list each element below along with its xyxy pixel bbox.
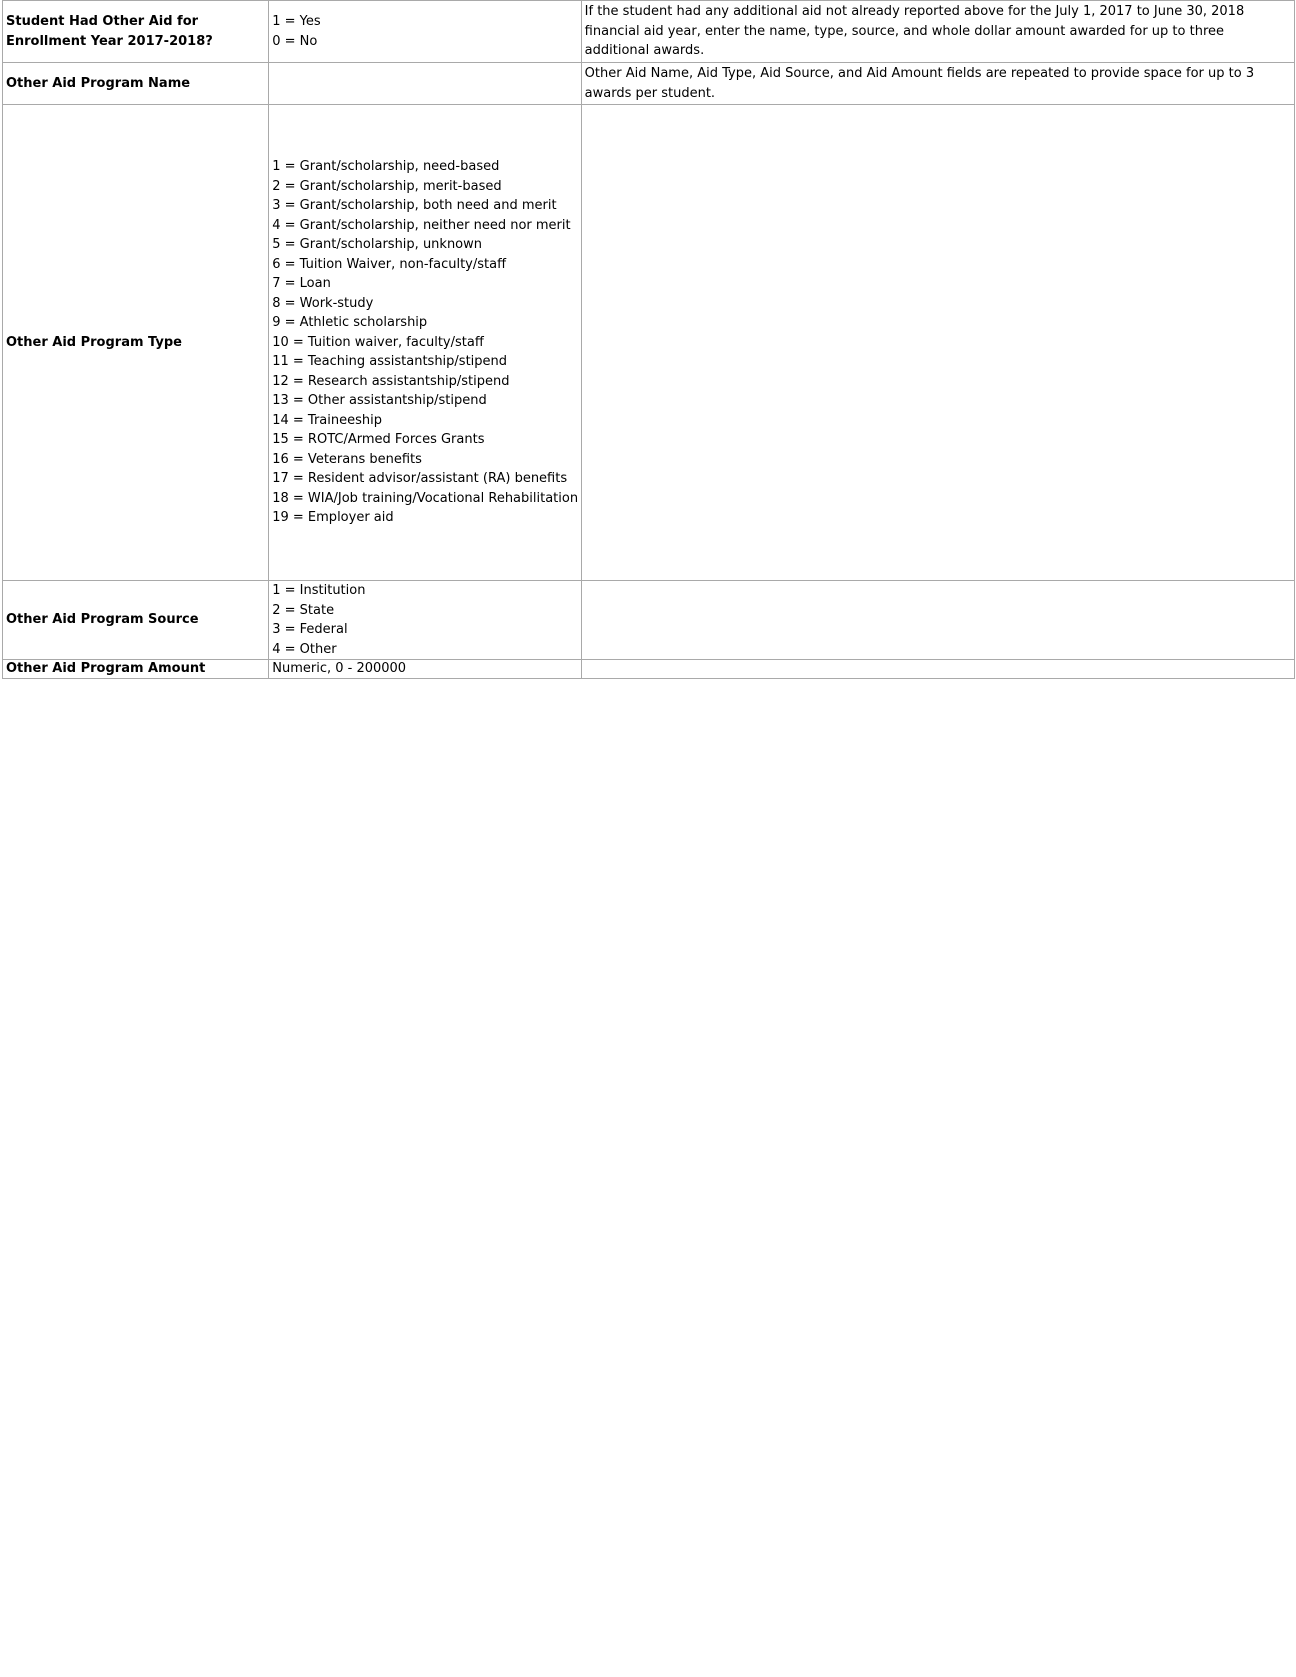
code-value: 4 = Other bbox=[272, 641, 337, 657]
code-value: 12 = Research assistantship/stipend bbox=[272, 373, 510, 389]
code-value: 18 = WIA/Job training/Vocational Rehabilitation bbox=[272, 490, 579, 506]
field-codes bbox=[269, 63, 581, 105]
table-row-program-amount bbox=[3, 660, 1295, 679]
field-notes: If the student had any additional aid not already reported above for the July 1, 2017 to June 30, 2018 financial aid year, enter the name, type, source, and whole dollar amount awarded for up to three additional awards. bbox=[581, 1, 1294, 63]
field-codes bbox=[269, 581, 581, 660]
code-value: 13 = Other assistantship/stipend bbox=[272, 393, 487, 409]
field-notes bbox=[581, 105, 1294, 581]
code-value: 15 = ROTC/Armed Forces Grants bbox=[272, 432, 485, 448]
code-value: 8 = Work-study bbox=[272, 295, 374, 311]
code-value: 1 = Institution bbox=[272, 583, 366, 598]
table-row-program-name bbox=[3, 63, 1295, 105]
table-row-program-type bbox=[3, 105, 1295, 581]
code-value: 14 = Traineeship bbox=[272, 412, 382, 428]
code-value: 4 = Grant/scholarship, neither need nor merit bbox=[272, 217, 571, 233]
table-row-program-source bbox=[3, 581, 1295, 660]
data-dictionary-table bbox=[2, 0, 1295, 679]
code-value: 7 = Loan bbox=[272, 276, 331, 292]
code-value: 10 = Tuition waiver, faculty/staff bbox=[272, 334, 484, 350]
code-value: 1 = Grant/scholarship, need-based bbox=[272, 159, 500, 175]
field-codes bbox=[269, 105, 581, 581]
code-value: 16 = Veterans benefits bbox=[272, 451, 422, 467]
code-value: 3 = Grant/scholarship, both need and merit bbox=[272, 198, 557, 214]
code-value: 2 = Grant/scholarship, merit-based bbox=[272, 178, 502, 194]
field-label: Other Aid Program Name bbox=[3, 63, 269, 105]
code-value: 0 = No bbox=[272, 33, 318, 49]
field-label: Other Aid Program Source bbox=[3, 581, 269, 660]
field-notes bbox=[581, 660, 1294, 679]
code-value: 5 = Grant/scholarship, unknown bbox=[272, 237, 483, 253]
code-value: 3 = Federal bbox=[272, 622, 348, 637]
code-value: 11 = Teaching assistantship/stipend bbox=[272, 354, 508, 370]
code-value: 9 = Athletic scholarship bbox=[272, 315, 428, 331]
code-value: 19 = Employer aid bbox=[272, 510, 394, 526]
field-codes bbox=[269, 660, 581, 679]
code-value: Numeric, 0 - 200000 bbox=[272, 661, 407, 676]
field-label: Other Aid Program Amount bbox=[3, 660, 269, 679]
field-codes bbox=[269, 1, 581, 63]
code-value: 1 = Yes bbox=[272, 14, 321, 29]
field-label: Student Had Other Aid for Enrollment Year 2017-2018? bbox=[3, 1, 269, 63]
field-notes: Other Aid Name, Aid Type, Aid Source, and Aid Amount fields are repeated to provide space for up to 3 awards per student. bbox=[581, 63, 1294, 105]
field-label: Other Aid Program Type bbox=[3, 105, 269, 581]
code-value: 17 = Resident advisor/assistant (RA) benefits bbox=[272, 471, 568, 487]
table-row-had-other-aid bbox=[3, 1, 1295, 63]
code-value: 2 = State bbox=[272, 602, 335, 618]
field-notes bbox=[581, 581, 1294, 660]
code-value: 6 = Tuition Waiver, non-faculty/staff bbox=[272, 256, 507, 272]
